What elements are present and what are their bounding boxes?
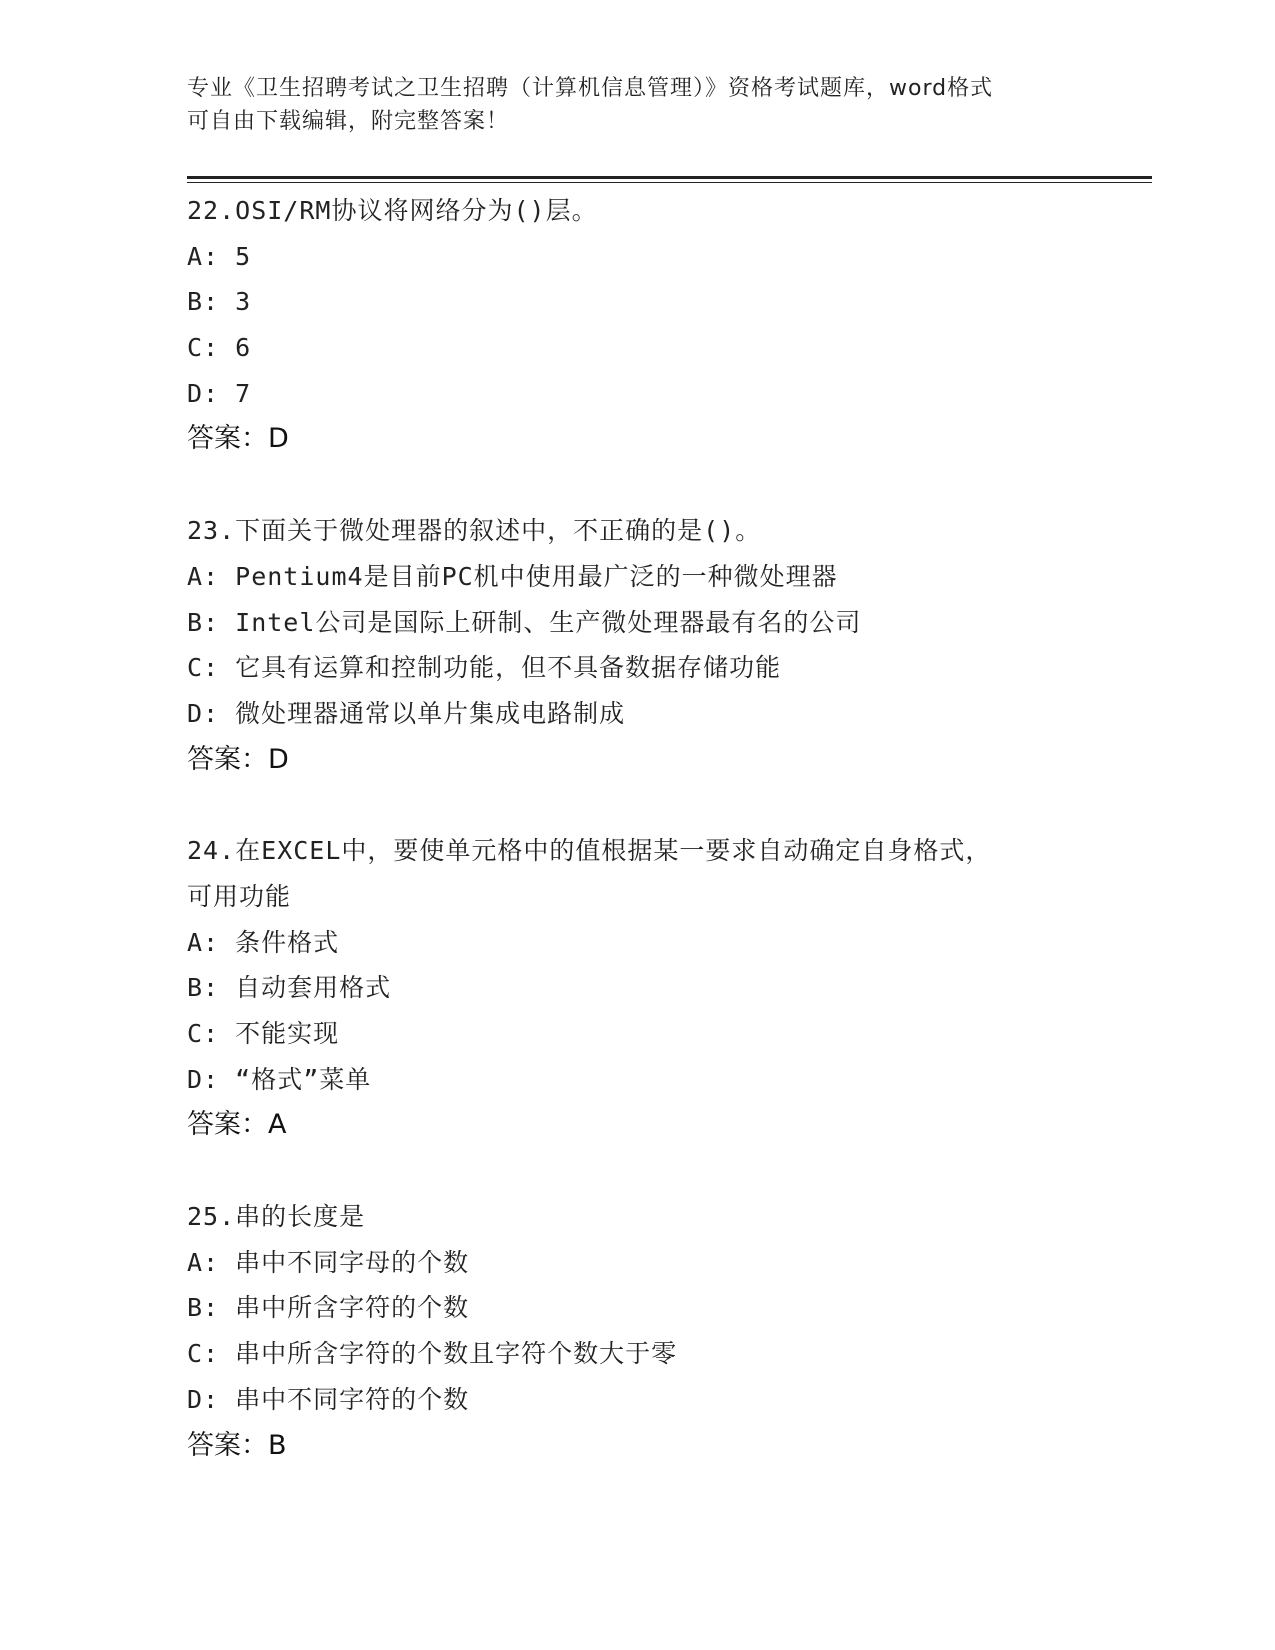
- option-b: B: 3: [187, 287, 252, 317]
- header-line-1: 专业《卫生招聘考试之卫生招聘（计算机信息管理）》资格考试题库，word格式: [187, 76, 994, 101]
- option-d: D: 串中不同字符的个数: [187, 1384, 470, 1414]
- answer-label: 答案：B: [187, 1429, 287, 1461]
- option-c: C: 不能实现: [187, 1019, 340, 1048]
- question-23: [187, 508, 1087, 782]
- header-divider-thick: [187, 176, 1152, 179]
- question-stem-line-2: 可用功能: [187, 881, 292, 911]
- question-stem: 23.下面关于微处理器的叙述中，不正确的是()。: [187, 516, 762, 546]
- option-d: D: 微处理器通常以单片集成电路制成: [187, 698, 626, 728]
- document-header: [187, 72, 1087, 138]
- option-b: B: 串中所含字符的个数: [187, 1293, 470, 1323]
- option-a: A: 条件格式: [187, 927, 340, 957]
- option-a: A: 串中不同字母的个数: [187, 1247, 470, 1277]
- question-24: [187, 828, 1087, 1148]
- option-c: C: 串中所含字符的个数且字符个数大于零: [187, 1339, 678, 1369]
- question-stem-line-1: 24.在EXCEL中，要使单元格中的值根据某一要求自动确定自身格式，: [187, 836, 992, 866]
- answer-label: 答案：D: [187, 423, 289, 455]
- answer-label: 答案：A: [187, 1109, 287, 1141]
- question-stem: 22.OSI/RM协议将网络分为()层。: [187, 196, 598, 225]
- option-d: D: 7: [187, 378, 252, 408]
- header-line-2: 可自由下载编辑，附完整答案！: [187, 109, 510, 134]
- option-c: C: 它具有运算和控制功能，但不具备数据存储功能: [187, 653, 782, 683]
- question-22: [187, 188, 1087, 462]
- option-c: C: 6: [187, 333, 252, 363]
- answer-label: 答案：D: [187, 743, 289, 775]
- question-25: [187, 1194, 1087, 1468]
- option-b: B: Intel公司是国际上研制、生产微处理器最有名的公司: [187, 607, 862, 637]
- question-list: [187, 188, 1087, 1514]
- option-a: A: 5: [187, 241, 252, 271]
- header-divider-thin: [187, 182, 1152, 183]
- option-b: B: 自动套用格式: [187, 973, 392, 1003]
- option-d: D: “格式”菜单: [187, 1064, 372, 1094]
- option-a: A: Pentium4是目前PC机中使用最广泛的一种微处理器: [187, 561, 838, 591]
- question-stem: 25.串的长度是: [187, 1202, 366, 1232]
